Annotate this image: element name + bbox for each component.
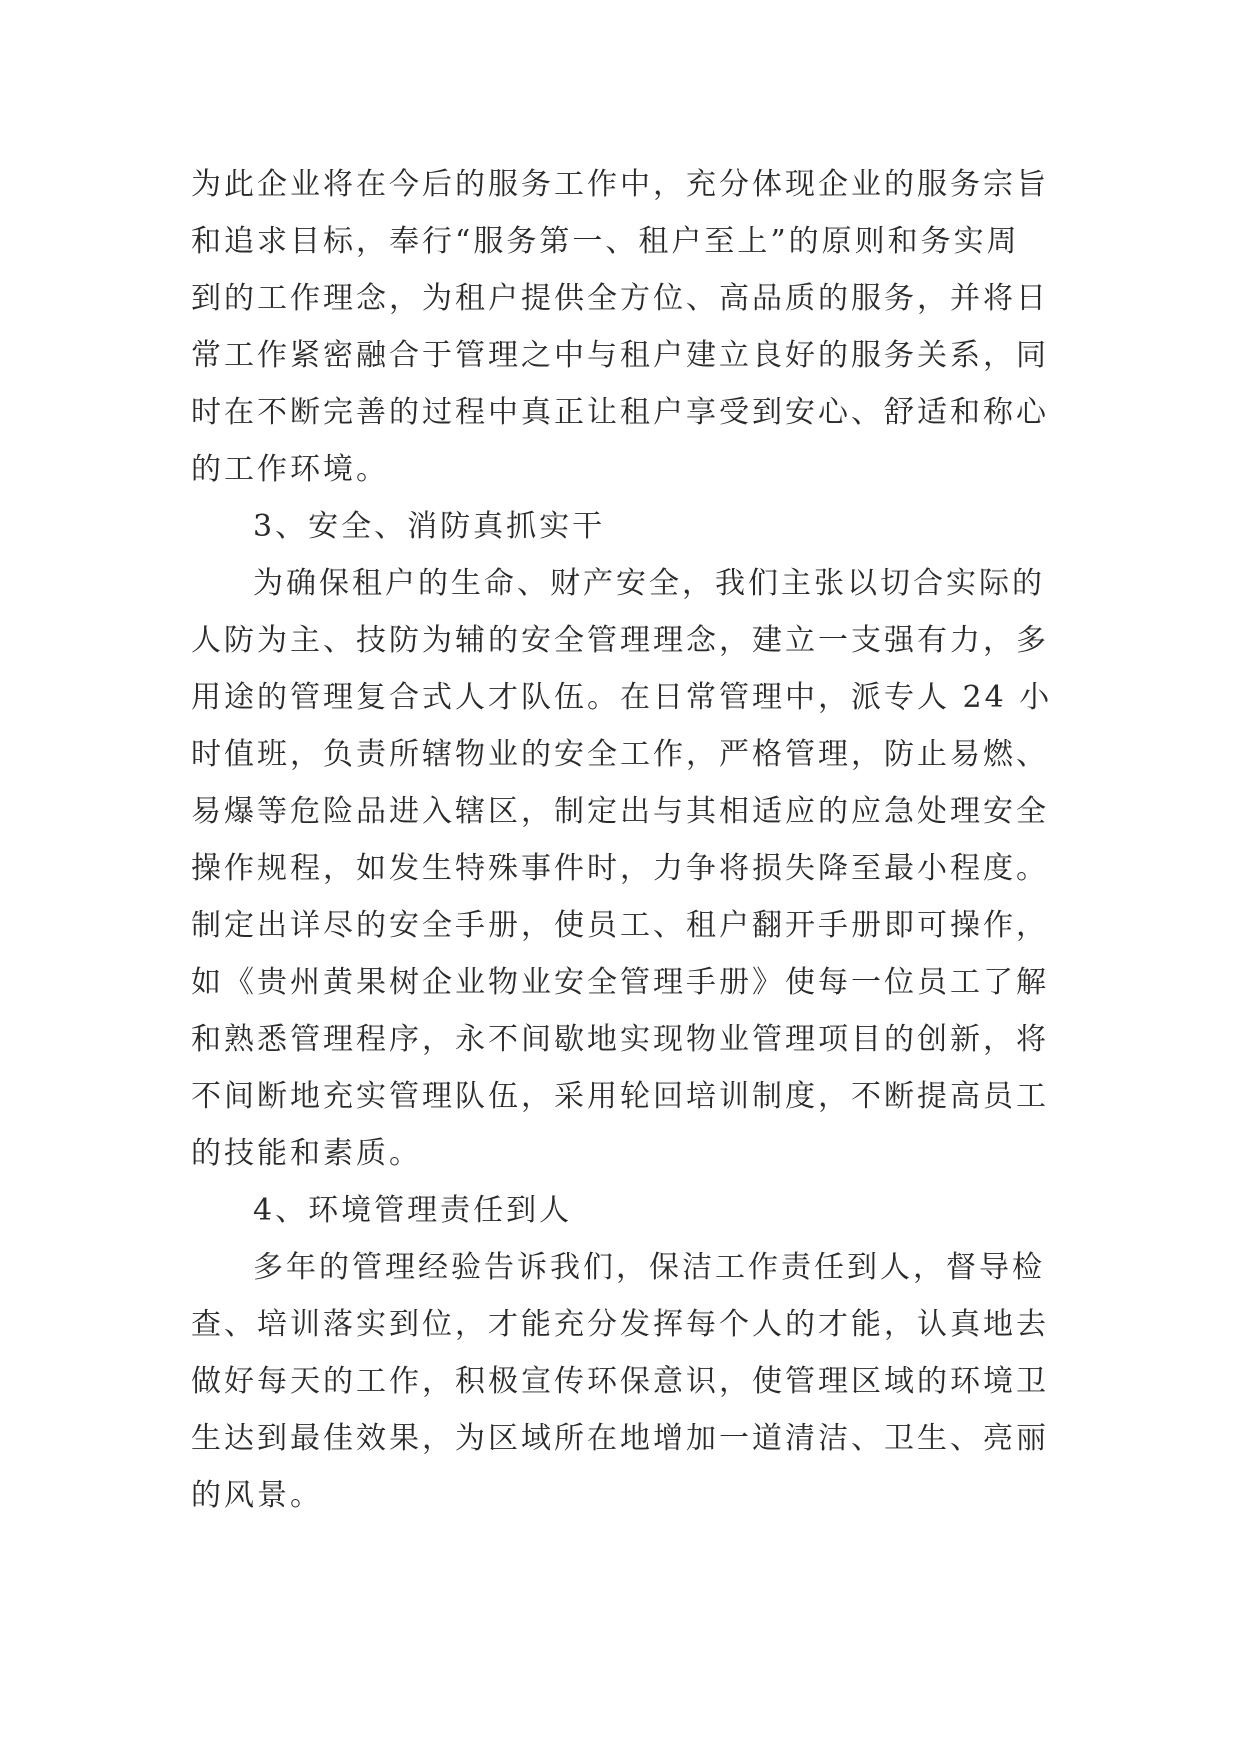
text-line: 做好每天的工作，积极宣传环保意识，使管理区域的环境卫 [191,1364,1049,1399]
text-line: 人防为主、技防为辅的安全管理理念，建立一支强有力，多 [191,623,1049,658]
text-line: 时值班，负责所辖物业的安全工作，严格管理，防止易燃、 [191,737,1049,772]
text-line: 查、培训落实到位，才能充分发挥每个人的才能，认真地去 [191,1307,1049,1342]
text-line: 时在不断完善的过程中真正让租户享受到安心、舒适和称心 [191,395,1049,430]
text-line: 到的工作理念，为租户提供全方位、高品质的服务，并将日 [191,281,1049,316]
text-line: 的风景。 [191,1478,323,1513]
text-line: 为确保租户的生命、财产安全，我们主张以切合实际的 [253,566,1045,601]
text-line: 为此企业将在今后的服务工作中，充分体现企业的服务宗旨 [191,167,1049,202]
text-line: 易爆等危险品进入辖区，制定出与其相适应的应急处理安全 [191,794,1049,829]
text-line: 和熟悉管理程序，永不间歇地实现物业管理项目的创新，将 [191,1022,1049,1057]
text-line: 制定出详尽的安全手册，使员工、租户翻开手册即可操作， [191,908,1049,943]
text-line: 多年的管理经验告诉我们，保洁工作责任到人，督导检 [253,1250,1045,1285]
text-line: 的技能和素质。 [191,1136,422,1171]
section-heading: 3、安全、消防真抓实干 [253,509,606,544]
text-line: 不间断地充实管理队伍，采用轮回培训制度，不断提高员工 [191,1079,1049,1114]
text-line: 操作规程，如发生特殊事件时，力争将损失降至最小程度。 [191,851,1049,886]
text-line: 常工作紧密融合于管理之中与租户建立良好的服务关系，同 [191,338,1049,373]
text-line: 如《贵州黄果树企业物业安全管理手册》使每一位员工了解 [191,965,1049,1000]
text-line: 的工作环境。 [191,452,389,487]
text-line: 生达到最佳效果，为区域所在地增加一道清洁、卫生、亮丽 [191,1421,1049,1456]
text-line: 和追求目标，奉行“服务第一、租户至上”的原则和务实周 [191,224,1020,259]
text-line: 用途的管理复合式人才队伍。在日常管理中，派专人 24 小 [191,680,1053,715]
section-heading: 4、环境管理责任到人 [253,1193,573,1228]
